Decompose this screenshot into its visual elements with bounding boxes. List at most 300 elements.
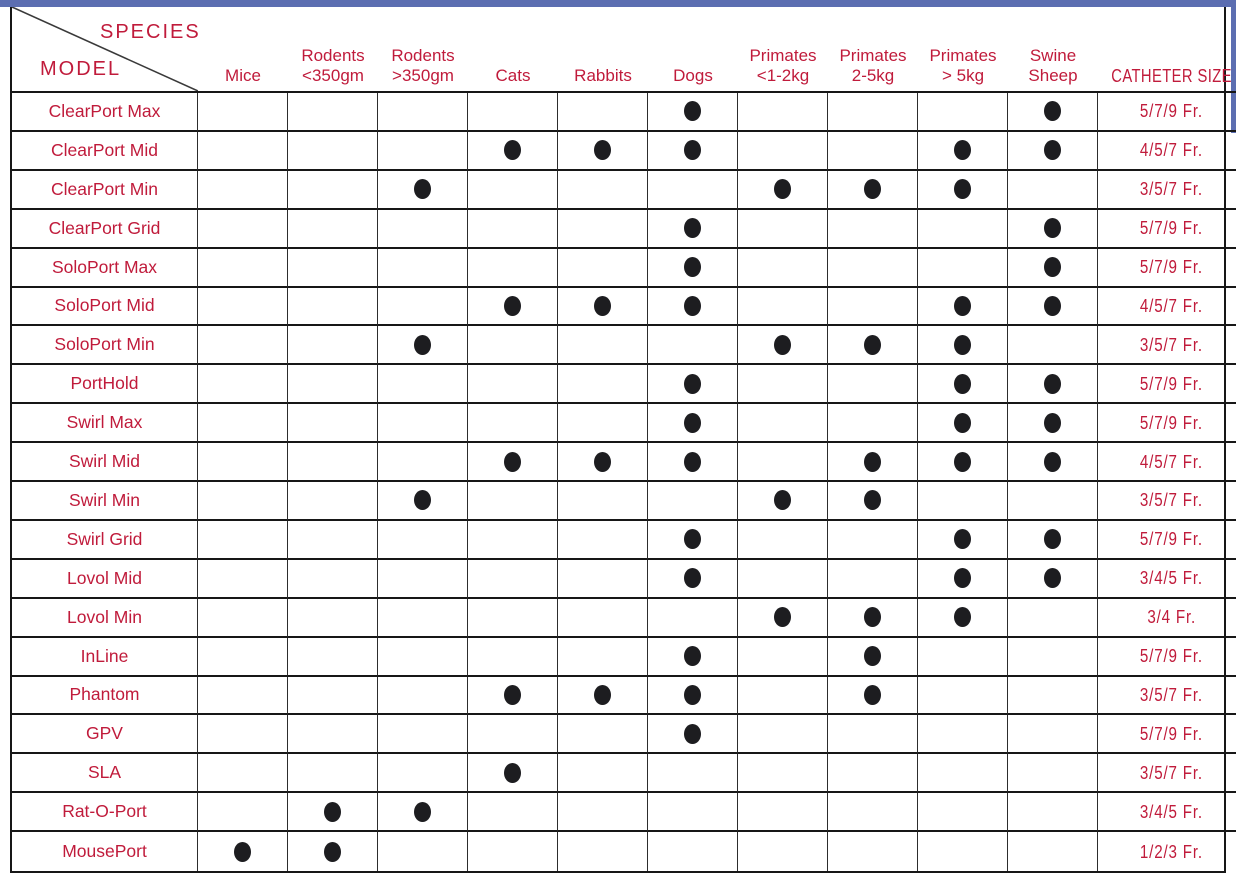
species-dot bbox=[504, 685, 521, 705]
mark-cell-dogs bbox=[648, 832, 738, 871]
mark-cell-primates-under-1-2kg bbox=[738, 249, 828, 288]
species-dot bbox=[684, 646, 701, 666]
corner-cell bbox=[12, 7, 201, 93]
species-axis-label: SPECIES bbox=[100, 21, 201, 43]
mark-cell-rodents-over-350gm bbox=[378, 754, 468, 793]
mark-cell-rodents-over-350gm bbox=[378, 832, 468, 871]
mark-cell-rodents-over-350gm bbox=[378, 404, 468, 443]
mark-cell-primates-over-5kg bbox=[918, 288, 1008, 327]
mark-cell-rodents-over-350gm bbox=[378, 210, 468, 249]
mark-cell-rabbits bbox=[558, 249, 648, 288]
species-dot bbox=[684, 140, 701, 160]
mark-cell-rabbits bbox=[558, 443, 648, 482]
catheter-size-text: 5/7/9 Fr. bbox=[1140, 372, 1204, 394]
mark-cell-primates-under-1-2kg bbox=[738, 560, 828, 599]
catheter-size bbox=[1098, 326, 1236, 365]
row-label: ClearPort Grid bbox=[12, 210, 198, 249]
mark-cell-cats bbox=[468, 326, 558, 365]
mark-cell-dogs bbox=[648, 210, 738, 249]
col-header-text: Rodents bbox=[391, 46, 455, 65]
catheter-size bbox=[1098, 715, 1236, 754]
mark-cell-primates-over-5kg bbox=[918, 754, 1008, 793]
mark-cell-rodents-over-350gm bbox=[378, 171, 468, 210]
species-dot bbox=[954, 335, 971, 355]
row-label: ClearPort Max bbox=[12, 93, 198, 132]
mark-cell-rodents-under-350gm bbox=[288, 249, 378, 288]
catheter-size-text: 4/5/7 Fr. bbox=[1140, 450, 1204, 472]
mark-cell-primates-2-5kg bbox=[828, 365, 918, 404]
catheter-size bbox=[1098, 210, 1236, 249]
catheter-size-text: 5/7/9 Fr. bbox=[1140, 100, 1204, 122]
mark-cell-primates-under-1-2kg bbox=[738, 132, 828, 171]
mark-cell-mice bbox=[198, 638, 288, 677]
catheter-size bbox=[1098, 754, 1236, 793]
species-dot bbox=[954, 568, 971, 588]
mark-cell-primates-2-5kg bbox=[828, 715, 918, 754]
mark-cell-rodents-under-350gm bbox=[288, 521, 378, 560]
catheter-size-text: 3/4/5 Fr. bbox=[1140, 567, 1204, 589]
catheter-size-text: 5/7/9 Fr. bbox=[1140, 411, 1204, 433]
species-dot bbox=[954, 452, 971, 472]
mark-cell-primates-2-5kg bbox=[828, 443, 918, 482]
row-label: Phantom bbox=[12, 677, 198, 716]
mark-cell-swine-sheep bbox=[1008, 599, 1098, 638]
col-header-mice bbox=[198, 7, 288, 93]
mark-cell-primates-over-5kg bbox=[918, 171, 1008, 210]
mark-cell-primates-2-5kg bbox=[828, 560, 918, 599]
catheter-size bbox=[1098, 832, 1236, 871]
species-dot bbox=[864, 335, 881, 355]
mark-cell-cats bbox=[468, 404, 558, 443]
col-header-text: Rabbits bbox=[574, 66, 632, 85]
species-dot bbox=[414, 802, 431, 822]
mark-cell-mice bbox=[198, 288, 288, 327]
mark-cell-cats bbox=[468, 560, 558, 599]
mark-cell-cats bbox=[468, 288, 558, 327]
mark-cell-primates-over-5kg bbox=[918, 365, 1008, 404]
col-header-dogs bbox=[648, 7, 738, 93]
col-header-text: >350gm bbox=[392, 66, 454, 85]
mark-cell-swine-sheep bbox=[1008, 832, 1098, 871]
mark-cell-rodents-over-350gm bbox=[378, 249, 468, 288]
col-header-text: Sheep bbox=[1028, 66, 1078, 85]
mark-cell-primates-over-5kg bbox=[918, 326, 1008, 365]
mark-cell-mice bbox=[198, 249, 288, 288]
row-label: Swirl Mid bbox=[12, 443, 198, 482]
mark-cell-primates-2-5kg bbox=[828, 521, 918, 560]
mark-cell-primates-2-5kg bbox=[828, 326, 918, 365]
mark-cell-rabbits bbox=[558, 482, 648, 521]
species-dot bbox=[954, 296, 971, 316]
mark-cell-mice bbox=[198, 365, 288, 404]
mark-cell-primates-under-1-2kg bbox=[738, 482, 828, 521]
mark-cell-primates-2-5kg bbox=[828, 832, 918, 871]
compatibility-table bbox=[10, 7, 1232, 873]
catheter-size bbox=[1098, 93, 1236, 132]
row-label: SLA bbox=[12, 754, 198, 793]
col-header-primates-2-5kg bbox=[828, 7, 918, 93]
mark-cell-dogs bbox=[648, 93, 738, 132]
col-header-catheter-size bbox=[1098, 7, 1236, 93]
mark-cell-dogs bbox=[648, 677, 738, 716]
mark-cell-cats bbox=[468, 754, 558, 793]
mark-cell-dogs bbox=[648, 326, 738, 365]
col-header-text: Primates bbox=[749, 46, 817, 65]
catheter-size-text: 3/4 Fr. bbox=[1147, 606, 1196, 628]
row-label: SoloPort Mid bbox=[12, 288, 198, 327]
species-dot bbox=[414, 490, 431, 510]
mark-cell-cats bbox=[468, 521, 558, 560]
mark-cell-primates-2-5kg bbox=[828, 404, 918, 443]
mark-cell-primates-over-5kg bbox=[918, 249, 1008, 288]
mark-cell-primates-over-5kg bbox=[918, 677, 1008, 716]
catheter-size-text: 3/5/7 Fr. bbox=[1140, 761, 1204, 783]
mark-cell-primates-under-1-2kg bbox=[738, 521, 828, 560]
species-dot bbox=[504, 763, 521, 783]
mark-cell-mice bbox=[198, 93, 288, 132]
species-dot bbox=[774, 335, 791, 355]
species-dot bbox=[954, 607, 971, 627]
mark-cell-mice bbox=[198, 132, 288, 171]
col-header-rabbits bbox=[558, 7, 648, 93]
mark-cell-mice bbox=[198, 171, 288, 210]
row-label: InLine bbox=[12, 638, 198, 677]
species-dot bbox=[864, 685, 881, 705]
species-dot bbox=[684, 218, 701, 238]
mark-cell-dogs bbox=[648, 793, 738, 832]
mark-cell-primates-2-5kg bbox=[828, 482, 918, 521]
mark-cell-dogs bbox=[648, 249, 738, 288]
mark-cell-primates-under-1-2kg bbox=[738, 599, 828, 638]
mark-cell-primates-under-1-2kg bbox=[738, 793, 828, 832]
species-dot bbox=[684, 529, 701, 549]
mark-cell-cats bbox=[468, 715, 558, 754]
col-header-text: <1-2kg bbox=[756, 66, 810, 85]
species-dot bbox=[324, 842, 341, 862]
mark-cell-cats bbox=[468, 677, 558, 716]
mark-cell-swine-sheep bbox=[1008, 677, 1098, 716]
mark-cell-rodents-over-350gm bbox=[378, 521, 468, 560]
top-border-bar bbox=[0, 0, 1236, 7]
mark-cell-mice bbox=[198, 482, 288, 521]
row-label: Swirl Min bbox=[12, 482, 198, 521]
species-dot bbox=[1044, 452, 1061, 472]
species-dot bbox=[504, 452, 521, 472]
catheter-size-text: 3/5/7 Fr. bbox=[1140, 333, 1204, 355]
mark-cell-cats bbox=[468, 638, 558, 677]
species-dot bbox=[234, 842, 251, 862]
mark-cell-primates-over-5kg bbox=[918, 93, 1008, 132]
mark-cell-rabbits bbox=[558, 521, 648, 560]
mark-cell-primates-over-5kg bbox=[918, 560, 1008, 599]
mark-cell-swine-sheep bbox=[1008, 560, 1098, 599]
mark-cell-rodents-under-350gm bbox=[288, 832, 378, 871]
catheter-size-text: 5/7/9 Fr. bbox=[1140, 645, 1204, 667]
model-axis-label: MODEL bbox=[40, 58, 122, 80]
col-header-primates-under-1-2kg bbox=[738, 7, 828, 93]
mark-cell-primates-under-1-2kg bbox=[738, 171, 828, 210]
mark-cell-rodents-under-350gm bbox=[288, 443, 378, 482]
mark-cell-primates-2-5kg bbox=[828, 132, 918, 171]
mark-cell-rodents-over-350gm bbox=[378, 93, 468, 132]
catheter-size-text: 4/5/7 Fr. bbox=[1140, 294, 1204, 316]
species-dot bbox=[1044, 218, 1061, 238]
species-dot bbox=[684, 296, 701, 316]
mark-cell-swine-sheep bbox=[1008, 638, 1098, 677]
species-dot bbox=[1044, 529, 1061, 549]
mark-cell-primates-2-5kg bbox=[828, 754, 918, 793]
mark-cell-rabbits bbox=[558, 754, 648, 793]
mark-cell-dogs bbox=[648, 288, 738, 327]
row-label: ClearPort Mid bbox=[12, 132, 198, 171]
mark-cell-swine-sheep bbox=[1008, 793, 1098, 832]
mark-cell-swine-sheep bbox=[1008, 132, 1098, 171]
catheter-size-text: 5/7/9 Fr. bbox=[1140, 528, 1204, 550]
catheter-size bbox=[1098, 521, 1236, 560]
col-header-text: > 5kg bbox=[941, 66, 985, 85]
species-dot bbox=[954, 374, 971, 394]
mark-cell-rodents-over-350gm bbox=[378, 638, 468, 677]
mark-cell-primates-under-1-2kg bbox=[738, 715, 828, 754]
mark-cell-rabbits bbox=[558, 365, 648, 404]
mark-cell-swine-sheep bbox=[1008, 365, 1098, 404]
mark-cell-swine-sheep bbox=[1008, 443, 1098, 482]
mark-cell-swine-sheep bbox=[1008, 754, 1098, 793]
mark-cell-primates-over-5kg bbox=[918, 443, 1008, 482]
row-label: PortHold bbox=[12, 365, 198, 404]
mark-cell-swine-sheep bbox=[1008, 482, 1098, 521]
catheter-size bbox=[1098, 638, 1236, 677]
mark-cell-swine-sheep bbox=[1008, 715, 1098, 754]
mark-cell-swine-sheep bbox=[1008, 210, 1098, 249]
catheter-size bbox=[1098, 560, 1236, 599]
mark-cell-primates-over-5kg bbox=[918, 404, 1008, 443]
mark-cell-cats bbox=[468, 249, 558, 288]
mark-cell-swine-sheep bbox=[1008, 521, 1098, 560]
mark-cell-rodents-over-350gm bbox=[378, 560, 468, 599]
mark-cell-primates-over-5kg bbox=[918, 521, 1008, 560]
mark-cell-rodents-under-350gm bbox=[288, 365, 378, 404]
mark-cell-primates-under-1-2kg bbox=[738, 210, 828, 249]
mark-cell-swine-sheep bbox=[1008, 93, 1098, 132]
col-header-text: Cats bbox=[495, 66, 531, 85]
row-label: Swirl Max bbox=[12, 404, 198, 443]
catheter-size-text: 5/7/9 Fr. bbox=[1140, 217, 1204, 239]
mark-cell-rodents-over-350gm bbox=[378, 288, 468, 327]
mark-cell-mice bbox=[198, 404, 288, 443]
species-dot bbox=[684, 568, 701, 588]
catheter-size bbox=[1098, 404, 1236, 443]
species-dot bbox=[864, 490, 881, 510]
mark-cell-rodents-over-350gm bbox=[378, 599, 468, 638]
mark-cell-dogs bbox=[648, 443, 738, 482]
mark-cell-cats bbox=[468, 599, 558, 638]
mark-cell-swine-sheep bbox=[1008, 404, 1098, 443]
catheter-size-text: 3/5/7 Fr. bbox=[1140, 489, 1204, 511]
col-header-rodents-under-350gm bbox=[288, 7, 378, 93]
species-dot bbox=[774, 490, 791, 510]
mark-cell-rodents-under-350gm bbox=[288, 210, 378, 249]
species-dot bbox=[1044, 413, 1061, 433]
mark-cell-primates-under-1-2kg bbox=[738, 365, 828, 404]
catheter-size bbox=[1098, 288, 1236, 327]
catheter-size bbox=[1098, 132, 1236, 171]
mark-cell-primates-over-5kg bbox=[918, 482, 1008, 521]
catheter-size-text: 4/5/7 Fr. bbox=[1140, 139, 1204, 161]
mark-cell-rabbits bbox=[558, 715, 648, 754]
mark-cell-rabbits bbox=[558, 171, 648, 210]
mark-cell-rodents-under-350gm bbox=[288, 560, 378, 599]
col-header-cats bbox=[468, 7, 558, 93]
mark-cell-rodents-over-350gm bbox=[378, 326, 468, 365]
mark-cell-cats bbox=[468, 482, 558, 521]
mark-cell-rodents-under-350gm bbox=[288, 638, 378, 677]
mark-cell-primates-2-5kg bbox=[828, 171, 918, 210]
mark-cell-dogs bbox=[648, 404, 738, 443]
catheter-size bbox=[1098, 171, 1236, 210]
mark-cell-dogs bbox=[648, 599, 738, 638]
mark-cell-rodents-under-350gm bbox=[288, 715, 378, 754]
row-label: Lovol Mid bbox=[12, 560, 198, 599]
mark-cell-primates-over-5kg bbox=[918, 210, 1008, 249]
mark-cell-mice bbox=[198, 210, 288, 249]
mark-cell-primates-2-5kg bbox=[828, 677, 918, 716]
mark-cell-primates-under-1-2kg bbox=[738, 443, 828, 482]
mark-cell-dogs bbox=[648, 482, 738, 521]
row-label: MousePort bbox=[12, 832, 198, 871]
col-header-text: Mice bbox=[225, 66, 261, 85]
mark-cell-rodents-under-350gm bbox=[288, 93, 378, 132]
species-dot bbox=[774, 607, 791, 627]
species-dot bbox=[864, 452, 881, 472]
col-header-text: <350gm bbox=[302, 66, 364, 85]
species-dot bbox=[1044, 101, 1061, 121]
mark-cell-primates-2-5kg bbox=[828, 599, 918, 638]
mark-cell-primates-over-5kg bbox=[918, 638, 1008, 677]
species-dot bbox=[864, 646, 881, 666]
mark-cell-cats bbox=[468, 443, 558, 482]
mark-cell-swine-sheep bbox=[1008, 249, 1098, 288]
mark-cell-swine-sheep bbox=[1008, 288, 1098, 327]
mark-cell-dogs bbox=[648, 638, 738, 677]
mark-cell-mice bbox=[198, 443, 288, 482]
species-dot bbox=[684, 724, 701, 744]
mark-cell-rabbits bbox=[558, 288, 648, 327]
species-dot bbox=[684, 413, 701, 433]
mark-cell-rodents-under-350gm bbox=[288, 132, 378, 171]
mark-cell-primates-under-1-2kg bbox=[738, 832, 828, 871]
mark-cell-primates-under-1-2kg bbox=[738, 404, 828, 443]
mark-cell-mice bbox=[198, 715, 288, 754]
mark-cell-dogs bbox=[648, 365, 738, 404]
species-dot bbox=[504, 296, 521, 316]
mark-cell-mice bbox=[198, 677, 288, 716]
mark-cell-rodents-over-350gm bbox=[378, 365, 468, 404]
mark-cell-rodents-under-350gm bbox=[288, 171, 378, 210]
catheter-size bbox=[1098, 443, 1236, 482]
species-dot bbox=[594, 296, 611, 316]
mark-cell-rabbits bbox=[558, 560, 648, 599]
col-header-text: Primates bbox=[929, 46, 997, 65]
mark-cell-rabbits bbox=[558, 326, 648, 365]
catheter-size bbox=[1098, 249, 1236, 288]
mark-cell-rabbits bbox=[558, 638, 648, 677]
row-label: ClearPort Min bbox=[12, 171, 198, 210]
mark-cell-rodents-over-350gm bbox=[378, 482, 468, 521]
mark-cell-dogs bbox=[648, 754, 738, 793]
mark-cell-rodents-under-350gm bbox=[288, 677, 378, 716]
mark-cell-rodents-over-350gm bbox=[378, 677, 468, 716]
species-dot bbox=[414, 179, 431, 199]
mark-cell-dogs bbox=[648, 560, 738, 599]
species-dot bbox=[864, 179, 881, 199]
catheter-size bbox=[1098, 793, 1236, 832]
mark-cell-rabbits bbox=[558, 404, 648, 443]
species-dot bbox=[504, 140, 521, 160]
col-header-text: Dogs bbox=[673, 66, 713, 85]
mark-cell-primates-under-1-2kg bbox=[738, 326, 828, 365]
mark-cell-rabbits bbox=[558, 132, 648, 171]
mark-cell-rabbits bbox=[558, 832, 648, 871]
catheter-size bbox=[1098, 365, 1236, 404]
mark-cell-primates-2-5kg bbox=[828, 288, 918, 327]
row-label: GPV bbox=[12, 715, 198, 754]
mark-cell-dogs bbox=[648, 521, 738, 560]
mark-cell-rodents-under-350gm bbox=[288, 482, 378, 521]
species-dot bbox=[324, 802, 341, 822]
mark-cell-primates-2-5kg bbox=[828, 93, 918, 132]
catheter-size-text: 3/4/5 Fr. bbox=[1140, 800, 1204, 822]
species-dot bbox=[684, 374, 701, 394]
mark-cell-rodents-over-350gm bbox=[378, 793, 468, 832]
col-header-rodents-over-350gm bbox=[378, 7, 468, 93]
mark-cell-rabbits bbox=[558, 599, 648, 638]
mark-cell-primates-over-5kg bbox=[918, 132, 1008, 171]
species-dot bbox=[684, 685, 701, 705]
col-header-text: Rodents bbox=[301, 46, 365, 65]
mark-cell-rodents-under-350gm bbox=[288, 326, 378, 365]
mark-cell-rodents-under-350gm bbox=[288, 288, 378, 327]
mark-cell-primates-under-1-2kg bbox=[738, 677, 828, 716]
species-dot bbox=[594, 452, 611, 472]
col-header-text: Primates bbox=[839, 46, 907, 65]
species-dot bbox=[414, 335, 431, 355]
mark-cell-primates-2-5kg bbox=[828, 638, 918, 677]
catheter-size bbox=[1098, 677, 1236, 716]
species-dot bbox=[1044, 140, 1061, 160]
mark-cell-rodents-over-350gm bbox=[378, 443, 468, 482]
species-dot bbox=[684, 257, 701, 277]
species-dot bbox=[954, 140, 971, 160]
mark-cell-rabbits bbox=[558, 677, 648, 716]
mark-cell-mice bbox=[198, 599, 288, 638]
mark-cell-dogs bbox=[648, 132, 738, 171]
mark-cell-primates-over-5kg bbox=[918, 832, 1008, 871]
mark-cell-primates-over-5kg bbox=[918, 793, 1008, 832]
mark-cell-cats bbox=[468, 93, 558, 132]
species-dot bbox=[684, 101, 701, 121]
mark-cell-primates-2-5kg bbox=[828, 210, 918, 249]
mark-cell-cats bbox=[468, 832, 558, 871]
species-dot bbox=[954, 529, 971, 549]
species-dot bbox=[1044, 257, 1061, 277]
mark-cell-rodents-over-350gm bbox=[378, 132, 468, 171]
mark-cell-rodents-under-350gm bbox=[288, 599, 378, 638]
mark-cell-primates-under-1-2kg bbox=[738, 638, 828, 677]
col-header-text: Swine bbox=[1029, 46, 1077, 65]
col-header-text: CATHETER SIZE bbox=[1111, 66, 1232, 86]
mark-cell-mice bbox=[198, 793, 288, 832]
